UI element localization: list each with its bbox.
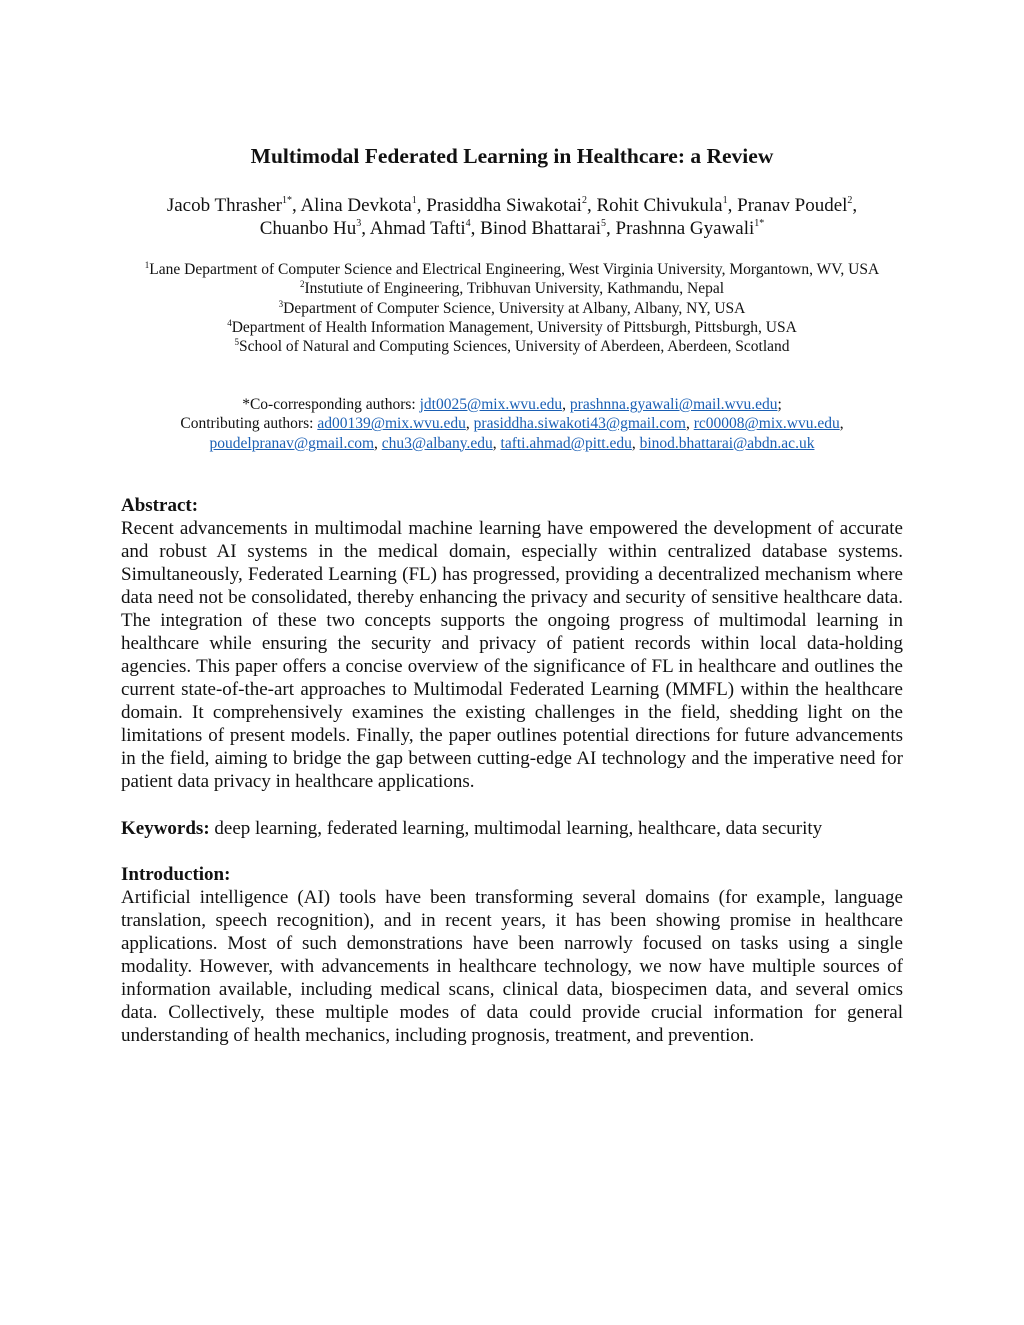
affiliation-item bbox=[121, 318, 903, 337]
author-name: Ahmad Tafti bbox=[369, 218, 466, 239]
email-link[interactable]: chu3@albany.edu bbox=[381, 434, 493, 452]
contributing-label: Contributing authors: bbox=[180, 415, 318, 433]
author-affiliation-mark: 4 bbox=[465, 218, 471, 229]
author-separator: , bbox=[361, 218, 370, 239]
contributing-authors: Contributing authors: ad00139@mix.wvu.edu, prasiddha.siwakoti43@gmail.com, rc00008@mix.wvu.edu, poudelpranav@gmail.com, chu3@albany.edu, tafti.ahmad@pitt.edu, binod.bhattarai@abdn.ac.uk bbox=[180, 415, 844, 452]
author-separator: , bbox=[292, 195, 301, 216]
author-name: Pranav Poudel bbox=[737, 195, 848, 216]
keywords-section bbox=[121, 817, 903, 840]
paper-title: Multimodal Federated Learning in Healthcare: a Review bbox=[250, 144, 774, 168]
affiliation-item bbox=[121, 260, 903, 279]
abstract-heading: Abstract: bbox=[121, 495, 199, 516]
affiliation-mark: 1 bbox=[144, 260, 150, 270]
author-affiliation-mark: 2 bbox=[847, 195, 853, 206]
email-link[interactable]: tafti.ahmad@pitt.edu bbox=[500, 434, 632, 452]
author-name: Alina Devkota bbox=[300, 195, 412, 216]
introduction-text: Artificial intelligence (AI) tools have been transforming several domains (for example, language translation, speech recognition), and in recent years, it has been showing promise in healthcare applications. Most of such demonstrations have been narrowly focused on tasks using a single modality. However, with advancements in healthcare technology, we now have multiple sources of information available, including medical scans, clinical data, biospecimen data, and several omics data. Collectively, these multiple modes of data could provide crucial information for general understanding of health mechanics, including prognosis, treatment, and prevention. bbox=[121, 887, 903, 1046]
email-link[interactable]: ad00139@mix.wvu.edu bbox=[317, 415, 466, 433]
affiliation-text: Department of Health Information Management, University of Pittsburgh, Pittsburgh, USA bbox=[231, 318, 797, 336]
author-affiliation-mark: 1* bbox=[754, 218, 765, 229]
author-separator: , bbox=[606, 218, 616, 239]
author-separator: , bbox=[416, 195, 427, 216]
author-separator: , bbox=[586, 195, 597, 216]
affiliation-item bbox=[121, 299, 903, 318]
author-affiliation-mark: 3 bbox=[356, 218, 362, 229]
author-name: Rohit Chivukula bbox=[596, 195, 723, 216]
email-link[interactable]: prashnna.gyawali@mail.wvu.edu bbox=[569, 396, 778, 413]
author-affiliation-mark: 5 bbox=[601, 218, 607, 229]
author-name: Jacob Thrasher bbox=[166, 195, 282, 216]
author-affiliation-mark: 1* bbox=[282, 195, 292, 206]
affiliation-mark: 5 bbox=[234, 337, 239, 348]
affiliations bbox=[121, 260, 903, 356]
author-separator: , bbox=[727, 195, 738, 216]
author-list bbox=[111, 194, 913, 240]
keywords-text: deep learning, federated learning, multimodal learning, healthcare, data security bbox=[209, 818, 823, 839]
affiliation-text: Lane Department of Computer Science and Electrical Engineering, West Virginia University, Morgantown, WV, USA bbox=[149, 261, 880, 278]
affiliation-mark: 4 bbox=[227, 317, 232, 328]
author-line-2 bbox=[111, 217, 913, 240]
affiliation-text: Department of Computer Science, University at Albany, Albany, NY, USA bbox=[283, 299, 746, 317]
introduction-heading: Introduction: bbox=[121, 864, 231, 885]
introduction-section bbox=[121, 863, 903, 1047]
email-link[interactable]: binod.bhattarai@abdn.ac.uk bbox=[639, 434, 815, 452]
affiliation-text: Instutiute of Engineering, Tribhuvan University, Kathmandu, Nepal bbox=[304, 280, 725, 298]
author-separator: , bbox=[852, 195, 858, 216]
affiliation-mark: 3 bbox=[278, 298, 284, 309]
author-separator: , bbox=[470, 218, 481, 239]
keywords-label: Keywords: bbox=[121, 818, 210, 839]
abstract-text: Recent advancements in multimodal machine learning have empowered the development of accurate and robust AI systems in the medical domain, especially within centralized database systems. Simultaneously, Federated Learning (FL) has progressed, providing a decentralized mechanism where data need not be consolidated, thereby enhancing the privacy and security of sensitive healthcare data. The integration of these two concepts supports the ongoing progress of multimodal learning in healthcare while ensuring the security and privacy of patient records within local data-holding agencies. This paper offers a concise overview of the significance of FL in healthcare and outlines the current state-of-the-art approaches to Multimodal Federated Learning (MMFL) within the healthcare domain. It comprehensively examines the existing challenges in the field, shedding light on the limitations of present models. Finally, the paper outlines potential directions for future advancements in the field, aiming to bridge the gap between cutting-edge AI technology and the imperative need for patient data privacy in healthcare applications. bbox=[121, 518, 903, 792]
author-line-1 bbox=[111, 194, 913, 217]
affiliation-item bbox=[121, 337, 903, 356]
author-affiliation-mark: 1 bbox=[722, 195, 728, 206]
author-affiliation-mark: 2 bbox=[581, 195, 587, 206]
affiliation-text: School of Natural and Computing Sciences, University of Aberdeen, Aberdeen, Scotland bbox=[238, 338, 790, 356]
affiliation-item bbox=[121, 279, 903, 298]
affiliation-mark: 2 bbox=[299, 279, 305, 290]
author-name: Binod Bhattarai bbox=[480, 218, 602, 239]
email-link[interactable]: poudelpranav@gmail.com bbox=[209, 434, 375, 452]
email-link[interactable]: jdt0025@mix.wvu.edu bbox=[419, 396, 563, 413]
email-block bbox=[121, 395, 903, 453]
abstract-section bbox=[121, 494, 903, 793]
author-affiliation-mark: 1 bbox=[411, 195, 417, 206]
corresponding-authors: *Co-corresponding authors: jdt0025@mix.wvu.edu, prashnna.gyawali@mail.wvu.edu; bbox=[242, 396, 782, 413]
email-link[interactable]: rc00008@mix.wvu.edu bbox=[693, 415, 840, 433]
author-name: Prashnna Gyawali bbox=[615, 218, 755, 239]
author-name: Prasiddha Siwakotai bbox=[426, 195, 582, 216]
author-name: Chuanbo Hu bbox=[259, 218, 357, 239]
corresponding-label: *Co-corresponding authors: bbox=[242, 396, 420, 413]
email-link[interactable]: prasiddha.siwakoti43@gmail.com bbox=[473, 415, 686, 433]
